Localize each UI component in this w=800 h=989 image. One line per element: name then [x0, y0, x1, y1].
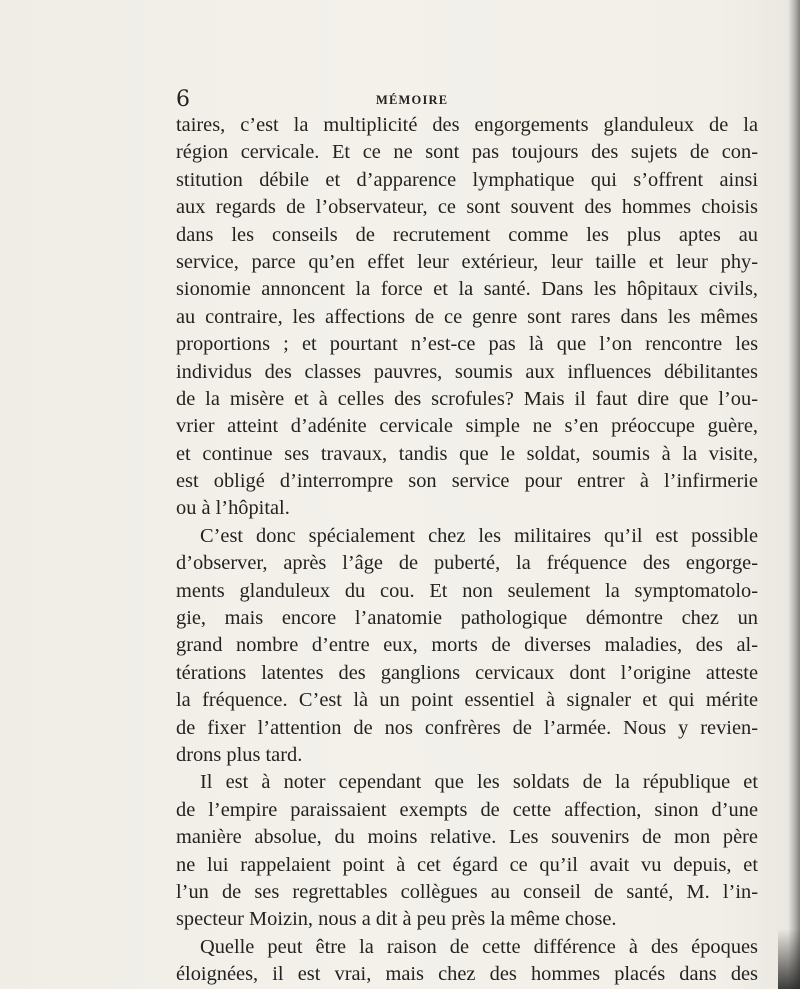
text-line: ments glanduleux du cou. Et non seulement la symptomatolo-	[176, 579, 758, 602]
text-line: gie, mais encore l’anatomie pathologique démontre chez un	[176, 607, 758, 630]
text-line: vrier atteint d’adénite cervicale simple ne s’en préoccupe guère,	[176, 415, 758, 438]
text-line: stitution débile et d’apparence lymphatique qui s’offrent ainsi	[176, 168, 758, 191]
text-line: la fréquence. C’est là un point essentiel à signaler et qui mérite	[176, 689, 758, 712]
text-line: manière absolue, du moins relative. Les souvenirs de mon père	[176, 826, 758, 849]
text-line: Quelle peut être la raison de cette différence à des époques	[200, 935, 758, 958]
text-line: drons plus tard.	[176, 743, 303, 766]
text-line: éloignées, il est vrai, mais chez des hommes placés dans des	[176, 963, 758, 986]
text-line: et continue ses travaux, tandis que le soldat, soumis à la visite,	[176, 442, 758, 465]
text-line: grand nombre d’entre eux, morts de diverses maladies, des al-	[176, 634, 758, 657]
text-line: ne lui rappelaient point à cet égard ce qu’il avait vu depuis, et	[176, 853, 758, 876]
running-title: MÉMOIRE	[376, 93, 449, 107]
text-line: de fixer l’attention de nos confrères de l’armée. Nous y revien-	[176, 716, 758, 739]
text-line: aux regards de l’observateur, ce sont souvent des hommes choisis	[176, 196, 758, 219]
text-line: ou à l’hôpital.	[176, 497, 290, 520]
text-line: région cervicale. Et ce ne sont pas toujours des sujets de con-	[176, 141, 758, 164]
scan-corner-mark	[778, 929, 800, 989]
page-edge-shadow	[788, 0, 800, 989]
text-line: individus des classes pauvres, soumis aux influences débilitantes	[176, 360, 758, 383]
text-line: specteur Moizin, nous a dit à peu près la même chose.	[176, 908, 617, 931]
text-line: de l’empire paraissaient exempts de cette affection, sinon d’une	[176, 798, 758, 821]
text-line: l’un de ses regrettables collègues au conseil de santé, M. l’in-	[176, 880, 758, 903]
text-line: d’observer, après l’âge de puberté, la fréquence des engorge-	[176, 552, 758, 575]
text-line: C’est donc spécialement chez les militaires qu’il est possible	[200, 524, 758, 547]
text-line: est obligé d’interrompre son service pour entrer à l’infirmerie	[176, 470, 758, 493]
page-header	[176, 88, 736, 112]
text-line: taires, c’est la multiplicité des engorgements glanduleux de la	[176, 114, 758, 136]
text-line: service, parce qu’en effet leur extérieur, leur taille et leur phy-	[176, 250, 758, 273]
text-line: proportions ; et pourtant n’est-ce pas là que l’on rencontre les	[176, 333, 758, 356]
text-line: au contraire, les affections de ce genre sont rares dans les mêmes	[176, 305, 758, 328]
page-number: 6	[176, 87, 190, 112]
text-line: dans les conseils de recrutement comme les plus aptes au	[176, 223, 758, 246]
text-line: de la misère et à celles des scrofules? Mais il faut dire que l’ou-	[176, 387, 758, 410]
text-line: térations latentes des ganglions cervicaux dont l’origine atteste	[176, 661, 758, 684]
body-text	[176, 112, 758, 989]
text-line: Il est à noter cependant que les soldats de la république et	[200, 771, 758, 794]
text-line: sionomie annoncent la force et la santé. Dans les hôpitaux civils,	[176, 278, 758, 301]
